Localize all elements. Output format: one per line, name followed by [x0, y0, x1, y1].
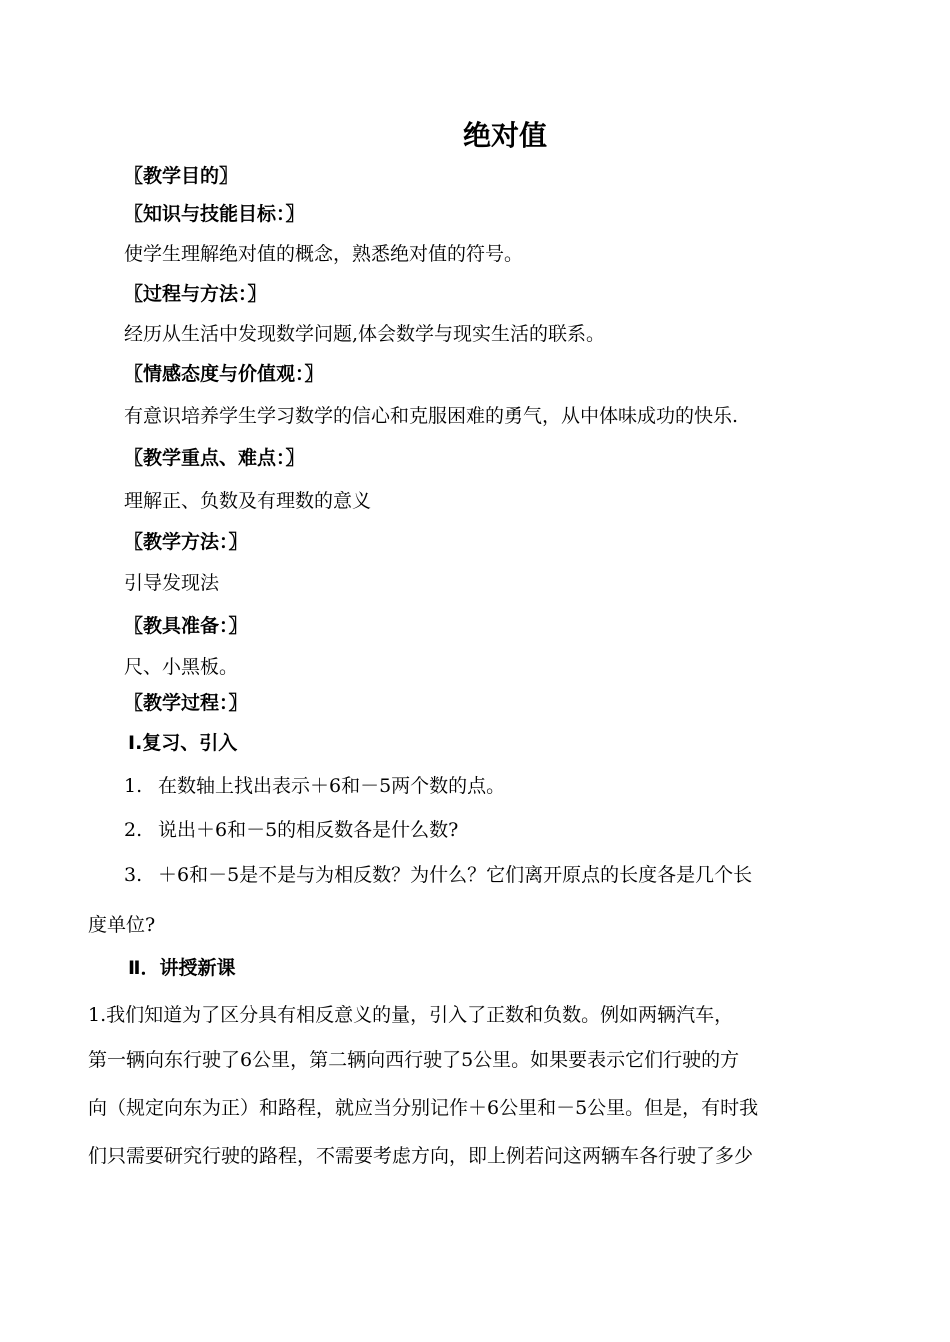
- section1-heading: Ⅰ.复习、引入: [128, 732, 238, 754]
- list-item-text: 说出＋6和－5的相反数各是什么数?: [158, 819, 459, 841]
- text-attitude: 有意识培养学生学习数学的信心和克服困难的勇气，从中体味成功的快乐.: [124, 405, 739, 427]
- text-method: 引导发现法: [124, 572, 220, 594]
- text-keypoints: 理解正、负数及有理数的意义: [124, 490, 372, 512]
- heading-objectives: 〖教学目的〗: [124, 165, 239, 187]
- list-item-number: 2.: [124, 819, 143, 841]
- paragraph-line: 1.我们知道为了区分具有相反意义的量，引入了正数和负数。例如两辆汽车，: [88, 1004, 734, 1026]
- list-item: [124, 862, 752, 888]
- list-item: [124, 773, 505, 799]
- paragraph-line: 们只需要研究行驶的路程，不需要考虑方向，即上例若问这两辆车各行驶了多少: [88, 1145, 754, 1167]
- heading-process: 〖过程与方法：〗: [124, 283, 267, 305]
- list-item-text: ＋6和－5是不是与为相反数？为什么？它们离开原点的长度各是几个长: [158, 864, 753, 886]
- list-item: [124, 817, 458, 843]
- list-item-continued: 度单位?: [88, 914, 156, 936]
- heading-method: 〖教学方法：〗: [124, 531, 248, 553]
- text-knowledge: 使学生理解绝对值的概念，熟悉绝对值的符号。: [124, 243, 524, 265]
- heading-tools: 〖教具准备：〗: [124, 615, 248, 637]
- paragraph-line: 向（规定向东为正）和路程，就应当分别记作＋6公里和－5公里。但是，有时我: [88, 1097, 759, 1119]
- heading-procedure: 〖教学过程：〗: [124, 692, 248, 714]
- heading-attitude: 〖情感态度与价值观：〗: [124, 363, 324, 385]
- section2-heading: Ⅱ．讲授新课: [128, 957, 236, 979]
- page-title: 绝对值: [462, 119, 547, 152]
- heading-keypoints: 〖教学重点、难点：〗: [124, 447, 305, 469]
- list-item-number: 3.: [124, 864, 143, 886]
- paragraph-line: 第一辆向东行驶了6公里，第二辆向西行驶了5公里。如果要表示它们行驶的方: [88, 1049, 740, 1071]
- heading-knowledge: 〖知识与技能目标：〗: [124, 203, 305, 225]
- list-item-text: 在数轴上找出表示＋6和－5两个数的点。: [158, 775, 506, 797]
- text-tools: 尺、小黑板。: [124, 656, 239, 678]
- text-process: 经历从生活中发现数学问题,体会数学与现实生活的联系。: [124, 323, 606, 345]
- list-item-number: 1.: [124, 775, 143, 797]
